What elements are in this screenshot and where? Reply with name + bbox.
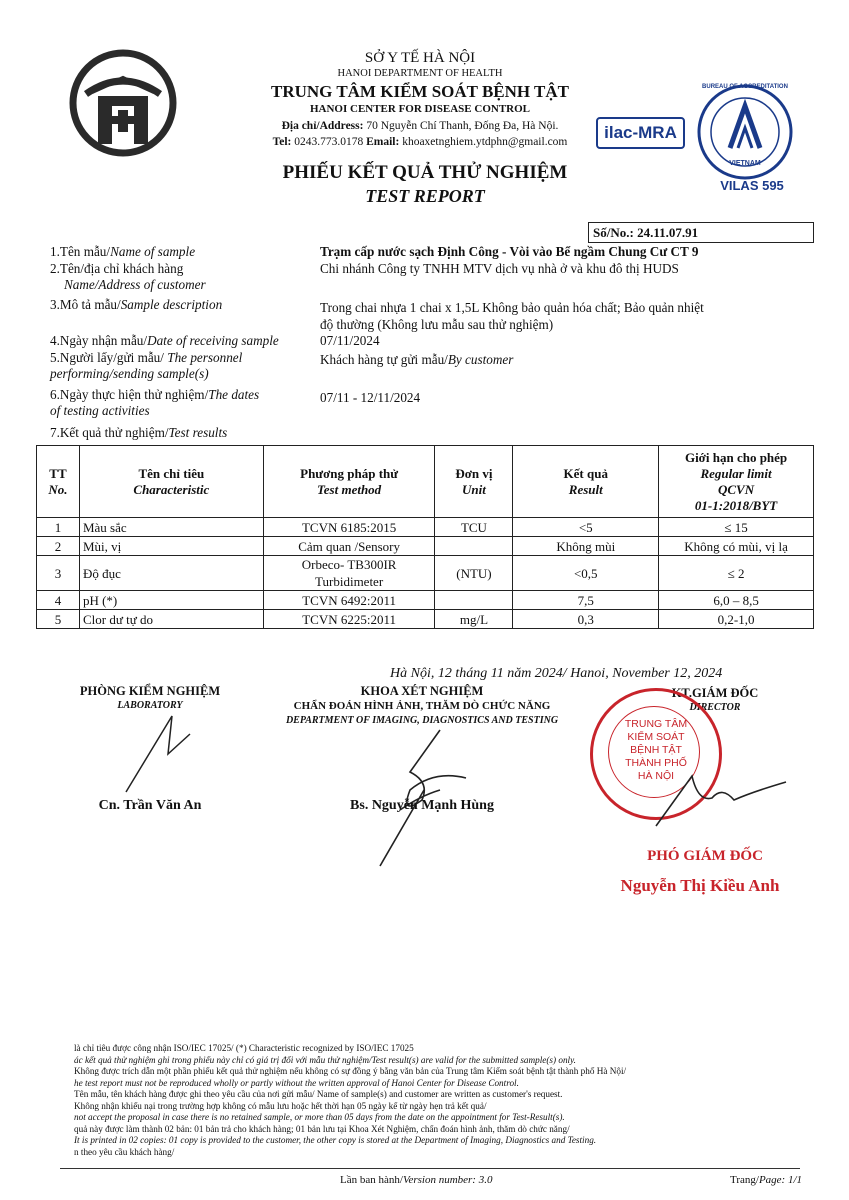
customer-name: Chi nhánh Công ty TNHH MTV dịch vụ nhà ở và khu đô thị HUDS: [320, 261, 679, 276]
footnote: quả này được làm thành 02 bản: 01 bản trả cho khách hàng; 01 bản lưu tại Khoa Xét Nghiệm, chẩn đoán hình ảnh, thăm dò chức năng/: [74, 1123, 570, 1134]
boa-text: BUREAU OF ACCREDITATION: [702, 84, 788, 90]
footnote: n theo yêu cầu khách hàng/: [74, 1146, 175, 1157]
address-label: Địa chỉ/Address:: [281, 120, 364, 132]
email: khoaxetnghiem.ytdphn@gmail.com: [402, 136, 568, 148]
center-vn: TRUNG TÂM KIỂM SOÁT BỆNH TẬT: [270, 82, 570, 101]
footnote: Không được trích dẫn một phần phiếu kết quả thử nghiệm nếu không có sự đồng ý bằng văn bản của Trung tâm Kiểm soát bệnh tật thành phố Hà Nội/: [74, 1066, 627, 1076]
tel: 0243.773.0178: [294, 136, 364, 148]
dept-vn: SỞ Y TẾ HÀ NỘI: [364, 50, 476, 66]
hcdc-logo: [68, 48, 178, 158]
contact-line: [230, 136, 610, 148]
field-4-label: 4.Ngày nhận mẫu/Date of receiving sample: [50, 333, 279, 348]
dept-title: KHOA XÉT NGHIỆM: [360, 684, 484, 698]
field-5-label: 5.Người lấy/gửi mẫu/ The personnel: [50, 350, 243, 365]
table-row: 4 pH (*) TCVN 6492:2011 7,5 6,0 – 8,5: [37, 591, 814, 610]
tel-label: Tel:: [272, 136, 292, 148]
director-title-en: DIRECTOR: [689, 702, 741, 713]
results-table: [36, 445, 814, 629]
boa-country: VIETNAM: [729, 160, 761, 167]
col-limit: Giới hạn cho phép Regular limit QCVN 01-1:2018/BYT: [659, 446, 814, 518]
footnote: Không nhận khiếu nại trong trường hợp không có mẫu lưu hoặc hết thời hạn 05 ngày kể từ ngày hẹn trả kết quả/: [74, 1100, 487, 1111]
field-6-label-en: of testing activities: [50, 403, 150, 418]
table-row: 2 Mùi, vị Cảm quan /Sensory Không mùi Không có mùi, vị lạ: [37, 537, 814, 556]
lab-title-en: LABORATORY: [117, 700, 183, 711]
dept-title-2: CHẨN ĐOÁN HÌNH ẢNH, THĂM DÒ CHỨC NĂNG: [293, 700, 551, 712]
date-line: Hà Nội, 12 tháng 11 năm 2024/ Hanoi, November 12, 2024: [390, 666, 723, 681]
field-6-label: 6.Ngày thực hiện thử nghiệm/The dates: [50, 387, 260, 402]
col-no: TT No.: [37, 446, 80, 518]
table-header: [37, 446, 814, 518]
sample-name: Trạm cấp nước sạch Định Công - Vòi vào Bể ngầm Chung Cư CT 9: [320, 244, 699, 259]
lab-title: PHÒNG KIỂM NGHIỆM: [79, 684, 221, 698]
footnote: ác kết quả thử nghiệm ghi trong phiếu này chỉ có giá trị đối với mẫu thử nghiệm/Test result(s) are valid for the submitted sample(s) only.: [74, 1054, 576, 1065]
center-en: HANOI CENTER FOR DISEASE CONTROL: [309, 103, 531, 115]
page-number: Trang/Page: 1/1: [730, 1174, 803, 1186]
field-7-label: 7.Kết quả thử nghiệm/Test results: [50, 425, 228, 440]
dept-person: Bs. Nguyễn Mạnh Hùng: [350, 798, 494, 813]
dept-en: HANOI DEPARTMENT OF HEALTH: [337, 68, 503, 79]
field-5-label-en: performing/sending sample(s): [50, 366, 209, 381]
testing-dates: 07/11 - 12/11/2024: [320, 390, 421, 405]
stamp-line-5: HÀ NỘI: [637, 770, 675, 782]
director-title: KT.GIÁM ĐỐC: [671, 686, 759, 700]
field-3-label: 3.Mô tả mẫu/Sample description: [50, 297, 223, 312]
col-unit: Đơn vị Unit: [435, 446, 513, 518]
field-1-label: 1.Tên mẫu/Name of sample: [50, 244, 196, 259]
email-label: Email:: [366, 136, 400, 148]
footnote: not accept the proposal in case there is no retained sample, or more than 05 days from the date on the appointment for Test-Result(s).: [74, 1112, 565, 1122]
address-line: [230, 120, 610, 132]
address: 70 Nguyễn Chí Thanh, Đống Đa, Hà Nội.: [366, 120, 559, 132]
lab-signature: [120, 700, 210, 800]
footnote: It is printed in 02 copies: 01 copy is provided to the customer, the other copy is stored at the Department of Imaging, Diagnostics and Testing.: [74, 1135, 597, 1145]
deputy-name: Nguyễn Thị Kiều Anh: [620, 876, 780, 895]
dept-title-en: DEPARTMENT OF IMAGING, DIAGNOSTICS AND TESTING: [285, 715, 559, 726]
col-method: Phương pháp thử Test method: [263, 446, 435, 518]
sample-description-1: Trong chai nhựa 1 chai x 1,5L Không bảo quản hóa chất; Bảo quản nhiệt: [320, 300, 704, 315]
report-no-label: Số/No.:: [593, 225, 634, 240]
title-en: TEST REPORT: [365, 186, 485, 206]
deputy-title: PHÓ GIÁM ĐỐC: [647, 848, 763, 864]
vilas-label: VILAS 595: [720, 178, 784, 193]
table-row: 5 Clor dư tự do TCVN 6225:2011 mg/L 0,3 0,2-1,0: [37, 610, 814, 629]
footnote: he test report must not be reproduced wholly or partly without the written approval of Hanoi Center for Disease Control.: [74, 1077, 519, 1088]
boa-logo: [690, 82, 800, 182]
col-characteristic: Tên chỉ tiêu Characteristic: [79, 446, 263, 518]
field-2-label: 2.Tên/địa chỉ khách hàng: [50, 261, 184, 276]
table-row: 3 Độ đục Orbeco- TB300IR Turbidimeter (NTU) <0,5 ≤ 2: [37, 556, 814, 591]
stamp-line-4: THÀNH PHỐ: [625, 757, 687, 769]
director-signature: [652, 762, 792, 832]
title-vn: PHIẾU KẾT QUẢ THỬ NGHIỆM: [282, 162, 568, 183]
ilac-mra-logo: ilac-MRA: [596, 117, 685, 149]
footnotes: [74, 1043, 794, 1158]
stamp-line-3: BỆNH TẬT: [630, 744, 682, 756]
version: Lần ban hành/Version number: 3.0: [340, 1174, 493, 1186]
footnote: là chỉ tiêu được công nhận ISO/IEC 17025/ (*) Characteristic recognized by ISO/IEC 17025: [74, 1043, 414, 1053]
report-number-box: [588, 222, 814, 243]
sender: Khách hàng tự gửi mẫu/By customer: [320, 352, 514, 367]
footer-rule: [60, 1168, 800, 1169]
field-2-label-en: Name/Address of customer: [64, 277, 206, 292]
lab-person: Cn. Trần Văn An: [98, 798, 202, 813]
receiving-date: 07/11/2024: [320, 333, 380, 348]
col-result: Kết quả Result: [513, 446, 659, 518]
table-row: 1 Màu sắc TCVN 6185:2015 TCU <5 ≤ 15: [37, 518, 814, 537]
stamp-line-1: TRUNG TÂM: [624, 718, 688, 730]
footnote: Tên mẫu, tên khách hàng được ghi theo yêu cầu của nơi gửi mẫu/ Name of sample(s) and customer are written as customer's request.: [74, 1089, 563, 1099]
stamp-line-2: KIỂM SOÁT: [627, 731, 685, 743]
sample-description-2: độ thường (Không lưu mẫu sau thử nghiệm): [320, 317, 554, 332]
report-no: 24.11.07.91: [637, 225, 699, 240]
dept-signature: [370, 720, 490, 870]
